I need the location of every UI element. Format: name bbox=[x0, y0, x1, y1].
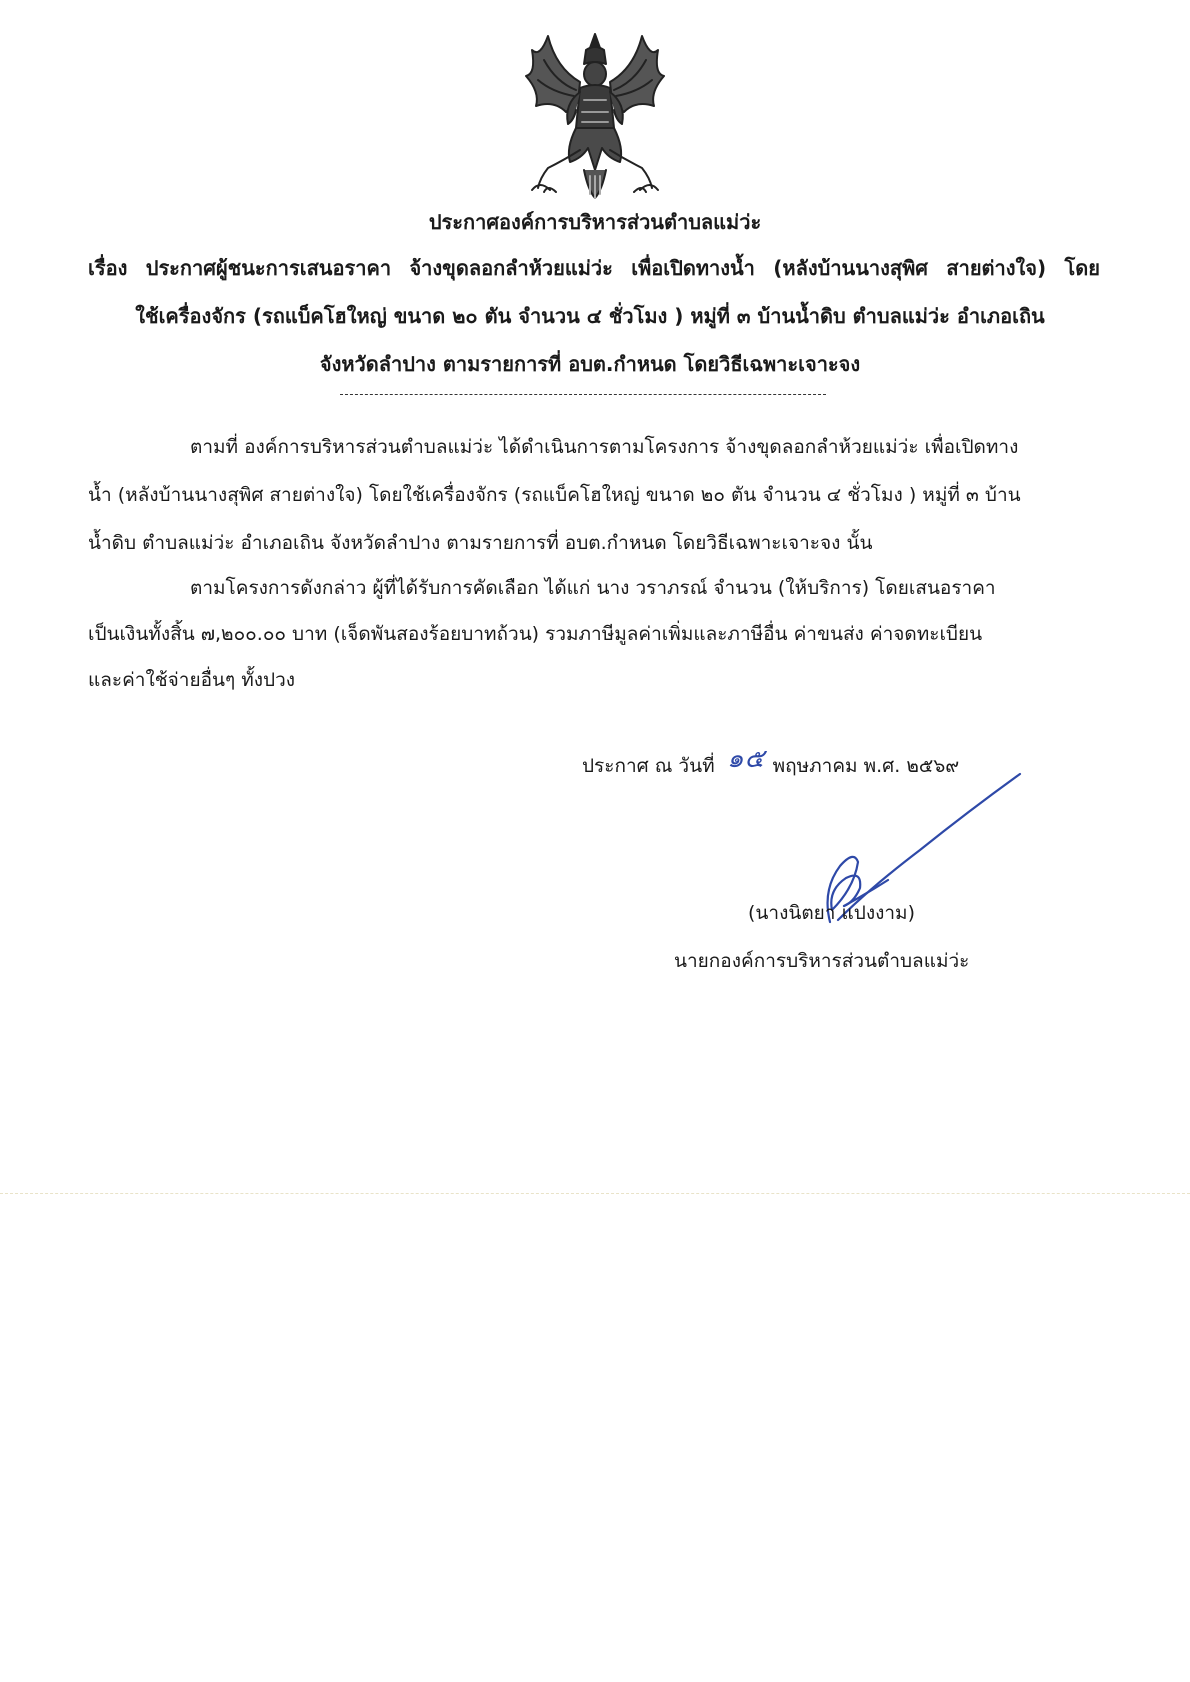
paragraph1-line-3: น้ำดิบ ตำบลแม่ว่ะ อำเภอเถิน จังหวัดลำปาง ตามรายการที่ อบต.กำหนด โดยวิธีเฉพาะเจาะจง นั้น bbox=[88, 532, 873, 554]
document-title: ประกาศองค์การบริหารส่วนตำบลแม่ว่ะ bbox=[428, 210, 762, 234]
garuda-emblem-icon bbox=[518, 30, 673, 202]
scan-artifact-line bbox=[0, 1193, 1190, 1194]
paragraph2-line-3: และค่าใช้จ่ายอื่นๆ ทั้งปวง bbox=[88, 669, 296, 691]
handwritten-day: ๑๕ bbox=[727, 744, 766, 774]
subject-line-3: จังหวัดลำปาง ตามรายการที่ อบต.กำหนด โดยวิธีเฉพาะเจาะจง bbox=[319, 352, 861, 376]
subject-line-1: เรื่อง ประกาศผู้ชนะการเสนอราคา จ้างขุดลอกลำห้วยแม่ว่ะ เพื่อเปิดทางน้ำ (หลังบ้านนางสุพิศ สายต่างใจ) โดย bbox=[88, 256, 1100, 280]
paragraph2-line-2: เป็นเงินทั้งสิ้น ๗,๒๐๐.๐๐ บาท (เจ็ดพันสองร้อยบาทถ้วน) รวมภาษีมูลค่าเพิ่มและภาษีอื่น ค่าขนส่ง ค่าจดทะเบียน bbox=[88, 623, 983, 645]
announcement-month-year: พฤษภาคม พ.ศ. ๒๕๖๙ bbox=[772, 755, 960, 777]
announcement-prefix: ประกาศ ณ วันที่ bbox=[582, 755, 715, 777]
paragraph2-line-1: ตามโครงการดังกล่าว ผู้ที่ได้รับการคัดเลือก ได้แก่ นาง วราภรณ์ จำนวน (ให้บริการ) โดยเสนอราคา bbox=[190, 577, 996, 599]
paragraph1-line-2: น้ำ (หลังบ้านนางสุพิศ สายต่างใจ) โดยใช้เครื่องจักร (รถแบ็คโฮใหญ่ ขนาด ๒๐ ตัน จำนวน ๔ ชั่วโมง ) หมู่ที่ ๓ บ้าน bbox=[88, 484, 1021, 506]
subject-line-2: ใช้เครื่องจักร (รถแบ็คโฮใหญ่ ขนาด ๒๐ ตัน จำนวน ๔ ชั่วโมง ) หมู่ที่ ๓ บ้านน้ำดิบ ตำบลแม่ว่ะ อำเภอเถิน bbox=[135, 304, 1045, 328]
dashed-divider bbox=[340, 394, 826, 395]
signer-position: นายกองค์การบริหารส่วนตำบลแม่ว่ะ bbox=[674, 950, 970, 972]
paragraph1-line-1: ตามที่ องค์การบริหารส่วนตำบลแม่ว่ะ ได้ดำเนินการตามโครงการ จ้างขุดลอกลำห้วยแม่ว่ะ เพื่อเปิดทาง bbox=[190, 436, 1019, 458]
signer-name: (นางนิตยา แปงงาม) bbox=[748, 902, 915, 924]
